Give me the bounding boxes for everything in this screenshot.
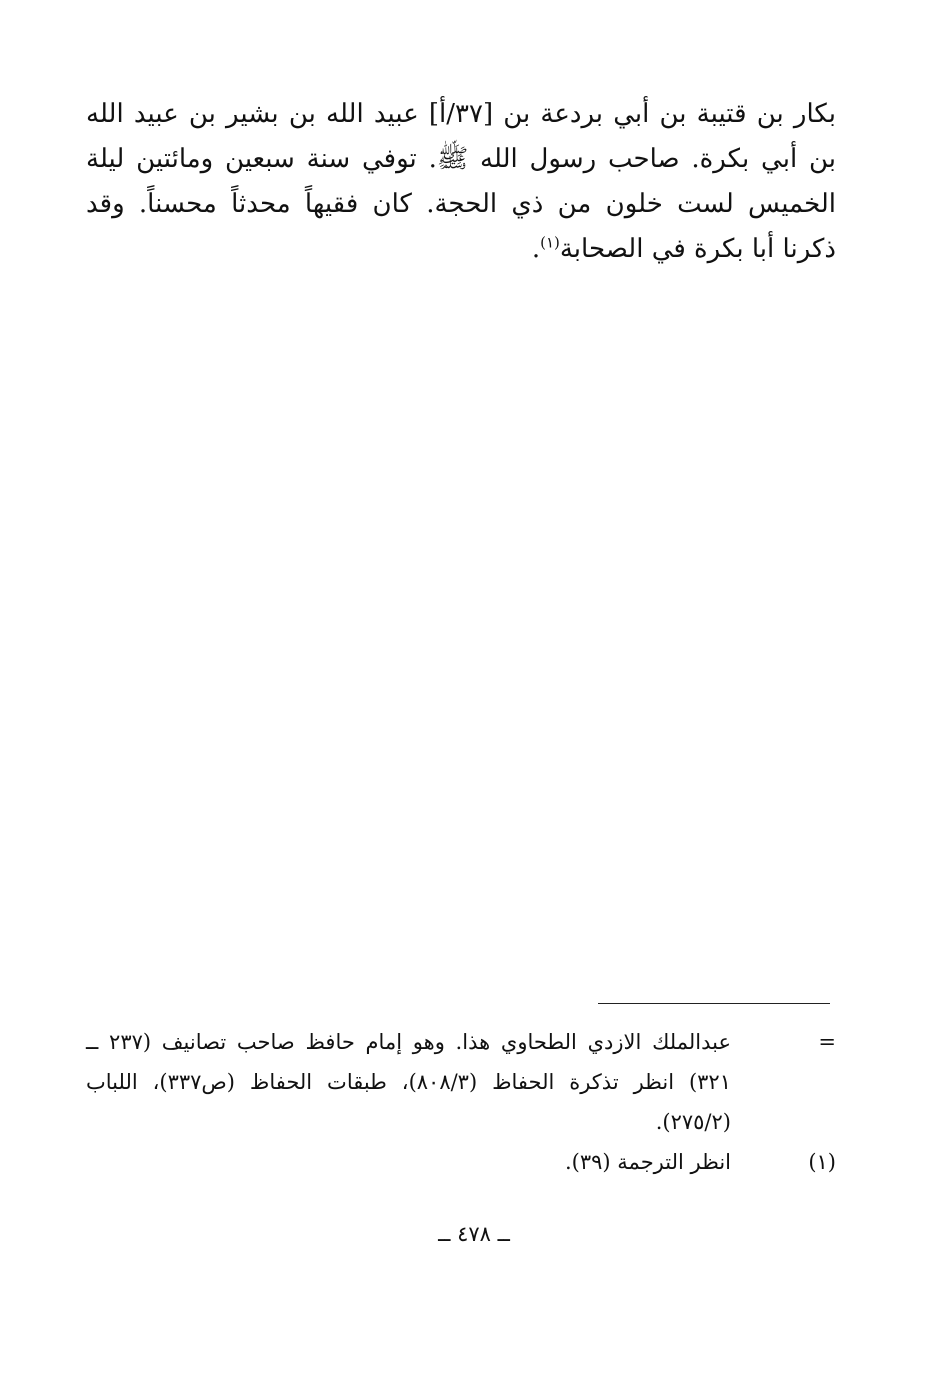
footnote-text: انظر الترجمة (٣٩). bbox=[564, 1150, 731, 1174]
footnote-1 bbox=[86, 1142, 836, 1182]
footnotes-section bbox=[86, 1022, 836, 1182]
footnote-continuation bbox=[86, 1022, 836, 1142]
main-paragraph bbox=[86, 92, 836, 272]
footnote-label: = bbox=[818, 1030, 836, 1054]
main-text-block bbox=[86, 92, 836, 272]
footnote-label: (١) bbox=[808, 1150, 836, 1174]
paragraph-text: بكار بن قتيبة بن أبي بردعة بن [٣٧/أ] عبيد الله بن بشير بن عبيد الله بن أبي بكرة. صاحب رسول الله ﷺ. توفي سنة سبعين ومائتين ليلة الخميس لست خلون من ذي الحجة. كان فقيهاً محدثاً محسناً. وقد ذكرنا أبا بكرة في الصحابة bbox=[86, 99, 836, 264]
footnote-reference: (١) bbox=[540, 233, 560, 252]
footnote-separator bbox=[598, 1003, 830, 1004]
page-number: ــ ٤٧٨ ــ bbox=[438, 1222, 510, 1246]
paragraph-end-punct: . bbox=[531, 234, 541, 264]
footnote-text: عبدالملك الازدي الطحاوي هذا. وهو إمام حافظ صاحب تصانيف (٢٣٧ ــ ٣٢١) انظر تذكرة الحفاظ (٨٠٨/٣)، طبقات الحفاظ (ص٣٣٧)، اللباب (٢٧٥/٢). bbox=[86, 1030, 731, 1134]
